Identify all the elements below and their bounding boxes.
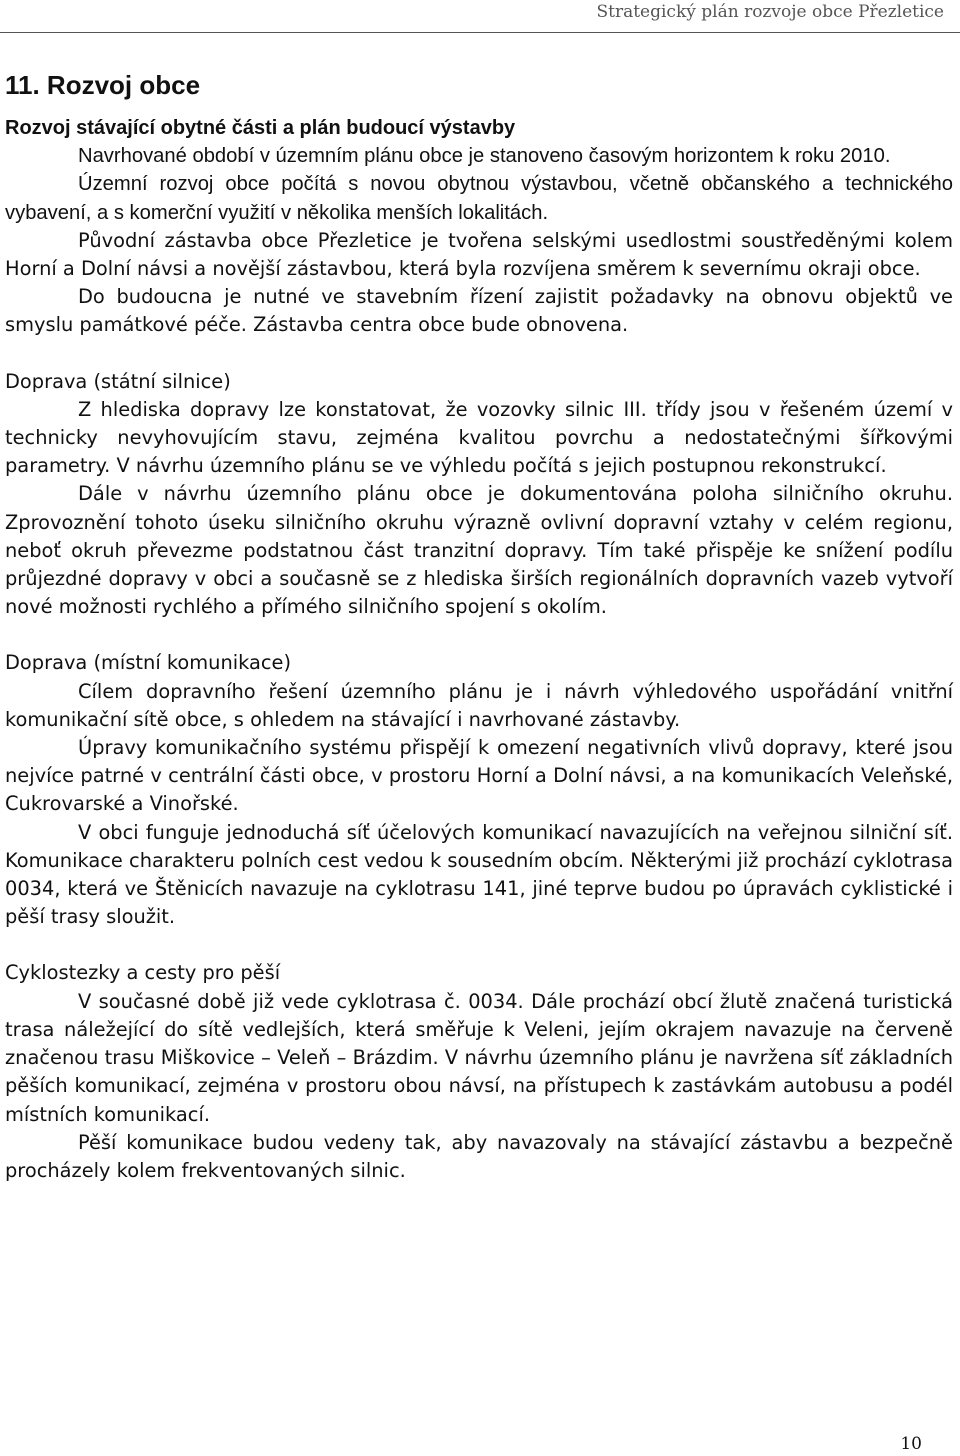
paragraph: Do budoucna je nutné ve stavebním řízení zajistit požadavky na obnovu objektů ve smyslu památkové péče. Zástavba centra obce bude obnovena. [5,285,953,337]
paragraph: V obci funguje jednoduchá síť účelových komunikací navazujících na veřejnou silniční síť. Komunikace charakteru polních cest vedou k sousedním obcím. Některými již prochází cyklotrasa 0034, která ve Štěnicích navazuje na cyklotrasu 141, jiné teprve budou po úpravách cyklistické i pěší trasy sloužit. [5,820,953,929]
paragraph: Pěší komunikace budou vedeny tak, aby navazovaly na stávající zástavbu a bezpečně procházely kolem frekventovaných silnic. [5,1130,953,1182]
paragraph: Úpravy komunikačního systému přispějí k omezení negativních vlivů dopravy, které jsou nejvíce patrné v centrální části obce, v prostoru Horní a Dolní návsi, a na komunikacích Veleňské, Cukrovarské a Vinořské. [5,736,953,816]
header-divider [0,32,960,33]
paragraph: V současné době již vede cyklotrasa č. 0034. Dále prochází obcí žlutě značená turistická trasa náležející do sítě vedlejších, která směřuje k Veleni, jejím okrajem navazuje na červeně značenou trasu Miškovice – Veleň – Brázdim. V návrhu územního plánu je navržena síť základních pěších komunikací, zejména v prostoru obou návsí, na přístupech k zastávkám autobusu a podél místních komunikací. [5,989,953,1126]
section-heading-doprava-mistni: Doprava (místní komunikace) [5,651,292,675]
chapter-title: 11. Rozvoj obce [5,70,201,100]
page-content [5,66,953,1185]
paragraph: Územní rozvoj obce počítá s novou obytnou výstavbou, včetně občanského a technického vybavení, a s komerční využití v několika menších lokalitách. [5,173,953,224]
paragraph: Původní zástavba obce Přezletice je tvořena selskými usedlostmi soustředěnými kolem Horní a Dolní návsi a novější zástavbou, která byla rozvíjena směrem k severnímu okraji obce. [5,228,953,281]
page-number: 10 [900,1434,922,1454]
paragraph: Cílem dopravního řešení územního plánu je i návrh výhledového uspořádání vnitřní komunikační sítě obce, s ohledem na stávající i navrhované zástavby. [5,679,953,731]
paragraph: Dále v návrhu územního plánu obce je dokumentována poloha silničního okruhu. Zprovoznění tohoto úseku silničního okruhu výrazně ovlivní dopravní vztahy v celém regionu, neboť okruh převezme podstatnou část tranzitní dopravy. Tím také přispěje ke snížení podílu průjezdné dopravy v obci a současně se z hlediska širších regionálních dopravních vazeb vytvoří nové možnosti rychlého a přímého silničního spojení s okolím. [5,482,953,619]
section-heading-doprava-statni: Doprava (státní silnice) [5,369,231,393]
running-header: Strategický plán rozvoje obce Přezletice [596,2,944,22]
paragraph: Z hlediska dopravy lze konstatovat, že vozovky silnic III. třídy jsou v řešeném území v technicky nevyhovujícím stavu, zejména kvalitou povrchu a nedostatečnými šířkovými parametry. V návrhu územního plánu se ve výhledu počítá s jejich postupnou rekonstrukcí. [5,397,953,478]
paragraph: Navrhované období v územním plánu obce je stanoveno časovým horizontem k roku 2010. [78,145,891,168]
section-heading-rozvoj: Rozvoj stávající obytné části a plán budoucí výstavby [5,117,516,139]
section-heading-cyklostezky: Cyklostezky a cesty pro pěší [5,961,281,985]
